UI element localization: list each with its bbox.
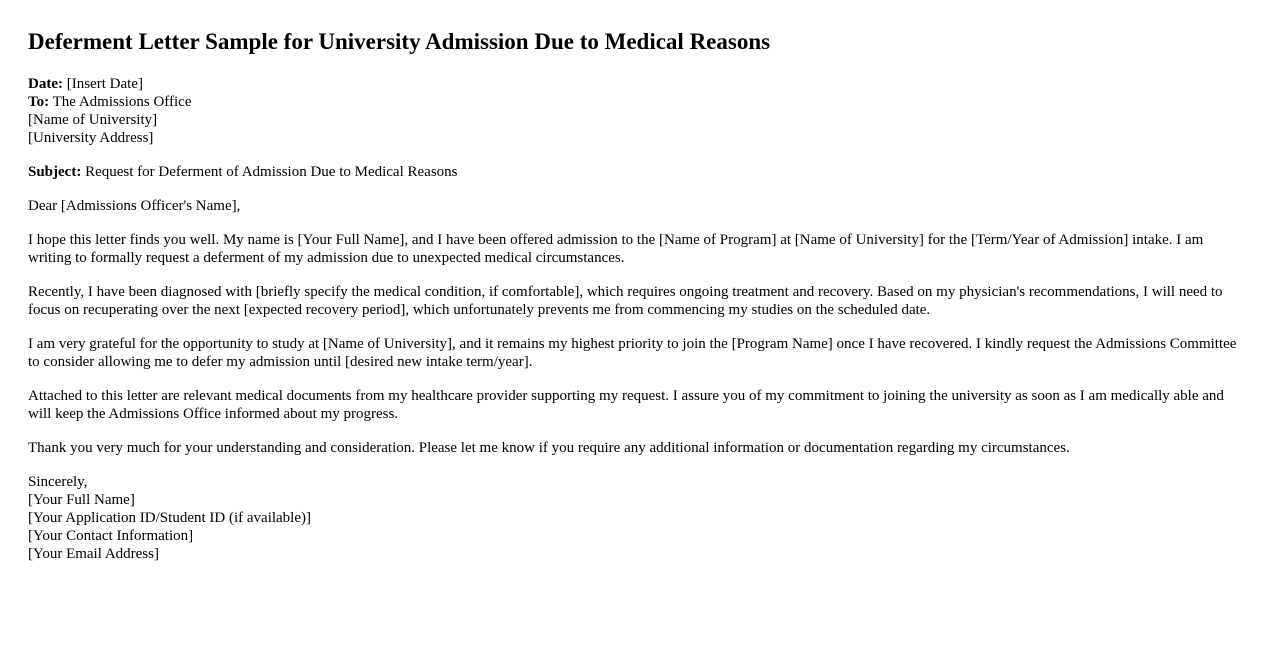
date-line <box>28 75 1250 93</box>
date-value: [Insert Date] <box>66 76 143 92</box>
subject-label: Subject: <box>28 164 82 180</box>
closing-application-id: [Your Application ID/Student ID (if available)] <box>28 510 312 526</box>
closing-signoff: Sincerely, <box>28 474 88 490</box>
to-label: To: <box>28 94 50 110</box>
body-paragraph-2: Recently, I have been diagnosed with [briefly specify the medical condition, if comfortable], which requires ongoing treatment and recovery. Based on my physician's recommendations, I will need to focus on recuperating over the next [expected recovery period], which unfortunately prevents me from commencing my studies on the scheduled date. <box>28 284 1223 318</box>
to-value: The Admissions Office <box>52 94 192 110</box>
body-paragraph-4: Attached to this letter are relevant medical documents from my healthcare provider supporting my request. I assure you of my commitment to joining the university as soon as I am medically able and will keep the Admissions Office informed about my progress. <box>28 388 1224 422</box>
subject-line <box>28 163 1250 181</box>
salutation: Dear [Admissions Officer's Name], <box>28 198 241 214</box>
university-name: [Name of University] <box>28 112 158 128</box>
closing-email: [Your Email Address] <box>28 546 159 562</box>
letter-closing <box>28 473 1250 563</box>
page-title: Deferment Letter Sample for University Admission Due to Medical Reasons <box>28 29 771 54</box>
letter-header <box>28 75 1250 147</box>
body-paragraph-3: I am very grateful for the opportunity to study at [Name of University], and it remains my highest priority to join the [Program Name] once I have recovered. I kindly request the Admissions Committee to consider allowing me to defer my admission until [desired new intake term/year]. <box>28 336 1237 370</box>
subject-value: Request for Deferment of Admission Due to Medical Reasons <box>85 164 458 180</box>
date-label: Date: <box>28 76 63 92</box>
body-paragraph-5: Thank you very much for your understanding and consideration. Please let me know if you require any additional information or documentation regarding my circumstances. <box>28 440 1070 456</box>
body-paragraph-1: I hope this letter finds you well. My name is [Your Full Name], and I have been offered admission to the [Name of Program] at [Name of University] for the [Term/Year of Admission] intake. I am writing to formally request a deferment of my admission due to unexpected medical circumstances. <box>28 232 1204 266</box>
university-address: [University Address] <box>28 130 154 146</box>
closing-contact-info: [Your Contact Information] <box>28 528 194 544</box>
to-line <box>28 93 1250 111</box>
closing-full-name: [Your Full Name] <box>28 492 135 508</box>
